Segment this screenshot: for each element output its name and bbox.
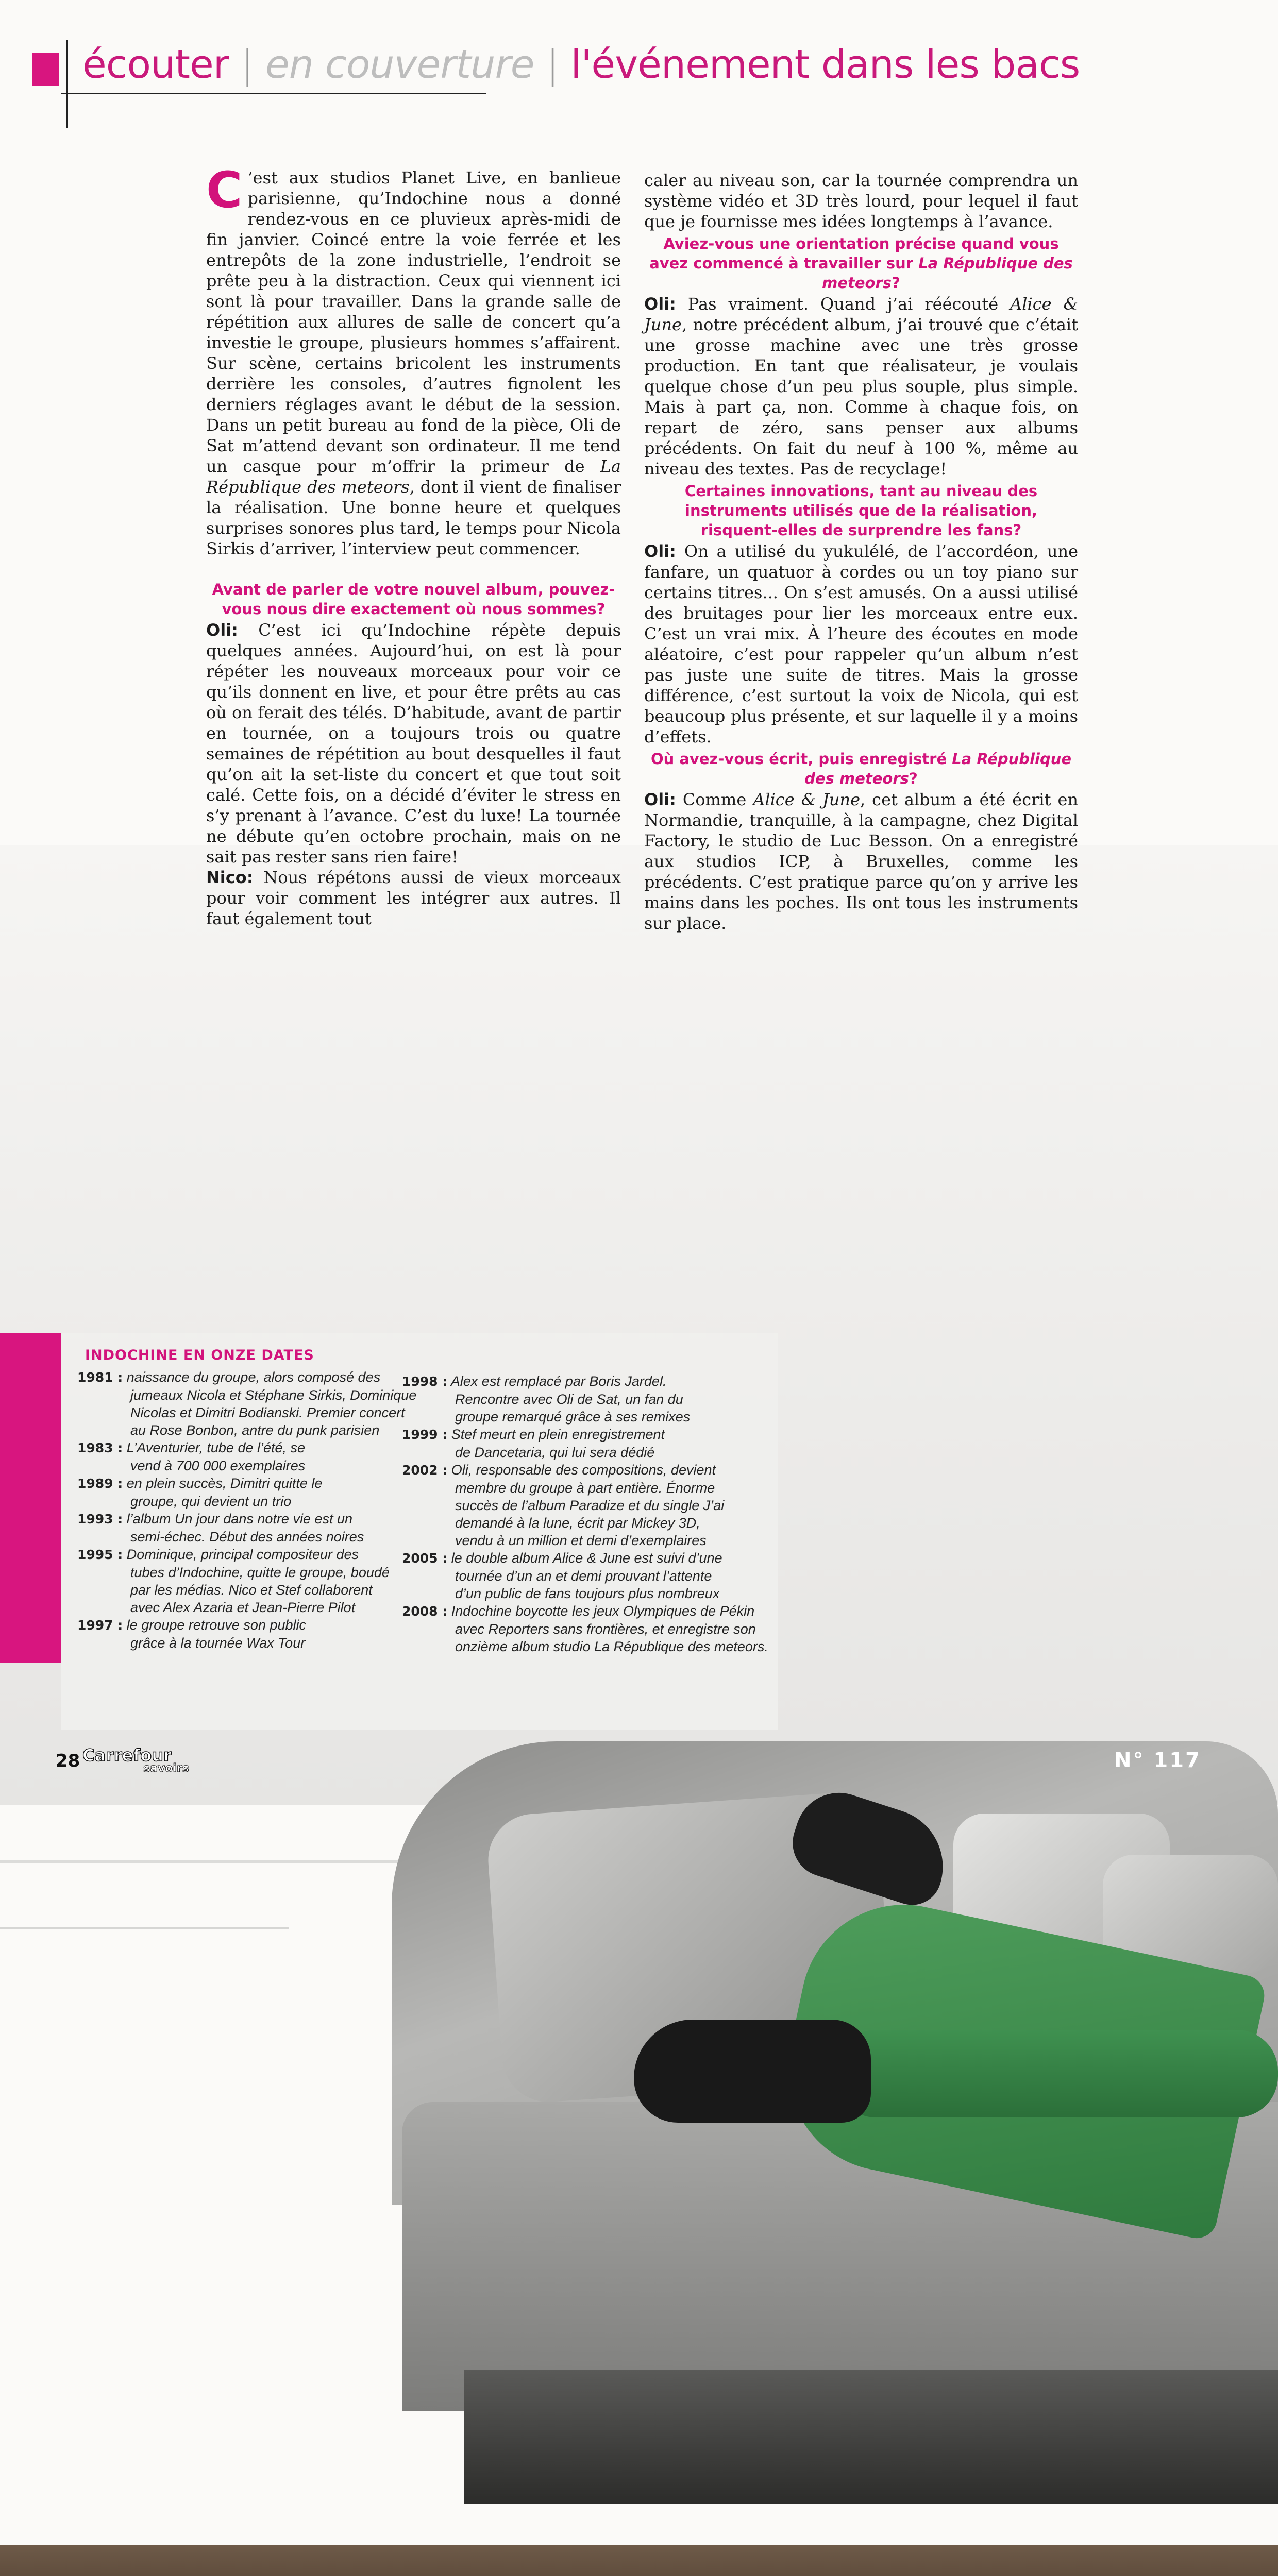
timeline-entry [402, 1461, 763, 1549]
timeline-line [402, 1372, 763, 1391]
header-section-evenement: l'événement dans les bacs [570, 41, 1080, 87]
timeline-year: 1993 : [77, 1512, 123, 1527]
question: Certaines innovations, tant au niveau des instruments utilisés que de la réalisation, risquent-elles de surprendre les fans? [684, 482, 1038, 539]
timeline-entry [402, 1602, 768, 1655]
speaker: Oli: [206, 620, 238, 640]
timeline-line [402, 1602, 763, 1620]
timeline-text: Dominique, principal compositeur des [123, 1547, 359, 1562]
timeline-year: 1989 : [77, 1476, 123, 1491]
timeline-line [402, 1567, 763, 1585]
timeline-year: 1981 : [77, 1370, 123, 1385]
timeline-year: 1999 : [402, 1427, 448, 1442]
timeline-entry [77, 1475, 397, 1510]
black-shoe [634, 2020, 871, 2123]
timeline-year: 2002 : [402, 1463, 448, 1478]
timeline-line [402, 1549, 763, 1567]
timeline-entry [77, 1616, 397, 1652]
timeline-line [77, 1510, 397, 1528]
timeline-text: groupe remarqué grâce à ses remixes [455, 1409, 691, 1425]
timeline-year: 2005 : [402, 1551, 448, 1566]
green-trousers-leg [835, 2030, 1278, 2117]
timeline-line [402, 1620, 763, 1638]
timeline-year: 1997 : [77, 1618, 123, 1633]
timeline-line [77, 1386, 417, 1404]
timeline-text: Alex est remplacé par Boris Jardel. [447, 1374, 667, 1389]
timeline-line [77, 1475, 397, 1493]
timeline-text: Rencontre avec Oli de Sat, un fan du [455, 1392, 683, 1407]
timeline-text: succès de l’album Paradize et du single J’ai [455, 1498, 725, 1513]
article-column-right [644, 170, 1078, 934]
timeline-line [402, 1497, 763, 1514]
timeline-line [77, 1634, 397, 1652]
wall-molding [0, 1860, 407, 1863]
timeline-line [77, 1564, 397, 1581]
timeline-text: avec Reporters sans frontières, et enregistre son [455, 1621, 756, 1637]
timeline-line [402, 1532, 763, 1549]
timeline-entry [77, 1510, 397, 1546]
speaker: Oli: [644, 294, 676, 314]
timeline-accent-bar [0, 1333, 61, 1663]
timeline-line [77, 1439, 397, 1457]
timeline-line [77, 1493, 397, 1510]
timeline-text: par les médias. Nico et Stef collaborent [130, 1582, 373, 1598]
dropcap: C [206, 161, 243, 219]
header-separator: | [241, 41, 254, 87]
timeline-line [77, 1546, 397, 1564]
timeline-year: 2008 : [402, 1604, 448, 1619]
header-accent-block [32, 53, 59, 86]
header-section-ecouter: écouter [82, 41, 229, 87]
page-number: 28 [56, 1751, 80, 1771]
timeline-text: au Rose Bonbon, antre du punk parisien [130, 1422, 380, 1438]
timeline-title: INDOCHINE EN ONZE DATES [85, 1347, 314, 1363]
timeline-line [402, 1585, 763, 1602]
timeline-text: Nicolas et Dimitri Bodianski. Premier concert [130, 1405, 405, 1420]
answer-continued: caler au niveau son, car la tournée comprendra un système vidéo et 3D très lourd, pour lequel il faut que je fournisse mes idées longtemps à l’avance. [644, 171, 1078, 231]
question: Où avez-vous écrit, puis enregistré La République des meteors? [650, 750, 1072, 787]
header-divider-vertical [66, 40, 68, 128]
header-section-couverture: en couverture [265, 41, 534, 87]
wall-panel [0, 1927, 289, 2547]
timeline-text: le double album Alice & June est suivi d’une [447, 1550, 722, 1566]
timeline-entry [77, 1439, 397, 1475]
timeline-text: Indochine boycotte les jeux Olympiques de Pékin [447, 1603, 755, 1619]
timeline-text: Oli, responsable des compositions, devient [447, 1462, 716, 1478]
timeline-line [402, 1638, 768, 1655]
timeline-text: tubes d’Indochine, quitte le groupe, boudé [130, 1565, 390, 1580]
timeline-text: membre du groupe à part entière. Énorme [455, 1480, 715, 1496]
timeline-text: tournée d’un an et demi prouvant l’attente [455, 1568, 712, 1584]
timeline-line [77, 1404, 405, 1421]
timeline-line [77, 1616, 397, 1634]
timeline-text: semi-échec. Début des années noires [130, 1529, 364, 1545]
timeline-line [77, 1599, 397, 1616]
answer: Oli: On a utilisé du yukulélé, de l’accordéon, une fanfare, un quatuor à cordes ou un toy piano sur certains titres... On s’est amusés. On a aussi utilisé des bruitages pour lier les morceaux entre eux. C’est un vrai mix. À l’heure des écoutes en mode aléatoire, c’est pour rappeler qu’un album n’est pas juste une suite de titres. Mais la grosse différence, c’est surtout la voix de Nicola, qui est beaucoup plus présente, et sur laquelle il y a moins d’effets. [644, 541, 1078, 747]
answer: Nico: Nous répétons aussi de vieux morceaux pour voir comment les intégrer aux autres. Il faut également tout [206, 868, 621, 928]
timeline-entry [402, 1549, 763, 1602]
timeline-line [402, 1426, 763, 1444]
timeline-year: 1995 : [77, 1547, 123, 1562]
timeline-text: demandé à la lune, écrit par Mickey 3D, [455, 1515, 700, 1531]
timeline-text: jumeaux Nicola et Stéphane Sirkis, Dominique [130, 1387, 417, 1403]
timeline-entry [77, 1546, 397, 1616]
timeline-entry [77, 1368, 417, 1439]
timeline-text: L’Aventurier, tube de l’été, se [123, 1440, 306, 1455]
timeline-text: naissance du groupe, alors composé des [123, 1369, 381, 1385]
timeline-line [402, 1408, 763, 1426]
timeline-column-right [402, 1372, 768, 1655]
timeline-text: l’album Un jour dans notre vie est un [123, 1511, 353, 1527]
timeline-line [77, 1528, 397, 1546]
timeline-line [77, 1457, 397, 1475]
timeline-text: de Dancetaria, qui lui sera dédié [455, 1445, 655, 1460]
header-separator: | [546, 41, 559, 87]
timeline-line [402, 1444, 763, 1461]
timeline-text: vend à 700 000 exemplaires [130, 1458, 306, 1473]
brand-logo-sub: savoirs [143, 1762, 189, 1775]
article-intro: C ’est aux studios Planet Live, en banlieue parisienne, qu’Indochine nous a donné rendez-vous en ce pluvieux après-midi de fin janvier. Coincé entre la voie ferrée et les entrepôts de la zone industrielle, l’endroit se prête peu à la distraction. Ceux qui viennent ici sont là pour travailler. Dans la grande salle de répétition aux allures de salle de concert qu’a investie le groupe, plusieurs hommes s’affairent. Sur scène, certains bricolent les instruments derrière les consoles, d’autres fignolent les derniers réglages avant le début de la session. Dans un petit bureau au fond de la pièce, Oli de Sat m’attend devant son ordinateur. Il me tend un casque pour m’offrir la primeur de La République des meteors, dont il vient de finaliser la réalisation. Une bonne heure et quelques surprises sonores plus tard, le temps pour Nicola Sirkis d’arriver, l’interview peut commencer. [206, 161, 621, 558]
timeline-line [77, 1368, 397, 1386]
timeline-text: d’un public de fans toujours plus nombreux [455, 1586, 720, 1601]
timeline-line [77, 1581, 397, 1599]
speaker: Nico: [206, 868, 254, 887]
issue-number: N° 117 [1114, 1749, 1201, 1772]
timeline-year: 1983 : [77, 1440, 123, 1455]
header-divider-horizontal [61, 93, 486, 94]
speaker: Oli: [644, 541, 676, 561]
speaker: Oli: [644, 790, 676, 809]
answer: Oli: Pas vraiment. Quand j’ai réécouté Alice & June, notre précédent album, j’ai trouvé que c’était une grosse machine avec une très grosse production. En tant que réalisateur, je voulais quelque chose d’un peu plus souple, plus simple. Mais à part ça, non. Comme à chaque fois, on repart de zéro, sans penser aux albums précédents. On fait du neuf à 100 %, même au niveau des textes. Pas de recyclage! [644, 294, 1079, 479]
timeline-column-left [77, 1368, 417, 1652]
timeline-text: en plein succès, Dimitri quitte le [123, 1476, 323, 1491]
timeline-entry [402, 1372, 763, 1426]
timeline-line [402, 1514, 763, 1532]
timeline-text: avec Alex Azaria et Jean-Pierre Pilot [130, 1600, 356, 1615]
section-header [82, 41, 1080, 87]
article-column-left [206, 161, 621, 929]
timeline-text: Stef meurt en plein enregistrement [447, 1427, 665, 1442]
brand-logo: Carrefour [82, 1745, 172, 1765]
timeline-text: onzième album studio La République des meteors. [455, 1639, 768, 1654]
timeline-entry [402, 1426, 763, 1461]
parquet-floor [0, 2545, 1278, 2576]
timeline-text: groupe, qui devient un trio [130, 1494, 292, 1509]
timeline-text: le groupe retrouve son public [123, 1617, 307, 1633]
answer: Oli: C’est ici qu’Indochine répète depuis quelques années. Aujourd’hui, on est là pour répéter les nouveaux morceaux pour voir ce qu’ils donnent en live, et pour être prêts au cas où on ferait des télés. D’habitude, avant de partir en tournée, on a toujours trois ou quatre semaines de répétition au bout desquelles il faut qu’on ait la set-liste du concert et que tout soit calé. Cette fois, on a décidé d’éviter le stress en s’y prenant à l’avance. C’est du luxe! La tournée ne débute qu’en octobre prochain, mais on ne sait pas rester sans rien faire! [206, 620, 621, 867]
timeline-text: grâce à la tournée Wax Tour [130, 1635, 306, 1651]
timeline-text: vendu à un million et demi d’exemplaires [455, 1533, 707, 1548]
timeline-line [402, 1461, 763, 1479]
sofa-base [464, 2370, 1278, 2504]
timeline-year: 1998 : [402, 1374, 448, 1389]
question: Avant de parler de votre nouvel album, pouvez-vous nous dire exactement où nous sommes? [212, 581, 615, 618]
answer: Oli: Comme Alice & June, cet album a été écrit en Normandie, tranquille, à la campagne, chez Digital Factory, le studio de Luc Besson. On a enregistré aux studios ICP, à Bruxelles, comme les précédents. C’est pratique parce qu’on y arrive les mains dans les poches. Ils ont tous les instruments sur place. [644, 790, 1078, 933]
question: Aviez-vous une orientation précise quand vous avez commencé à travailler sur La République des meteors? [649, 235, 1073, 292]
timeline-line [402, 1479, 763, 1497]
timeline-line [402, 1391, 763, 1408]
timeline-line [77, 1421, 397, 1439]
